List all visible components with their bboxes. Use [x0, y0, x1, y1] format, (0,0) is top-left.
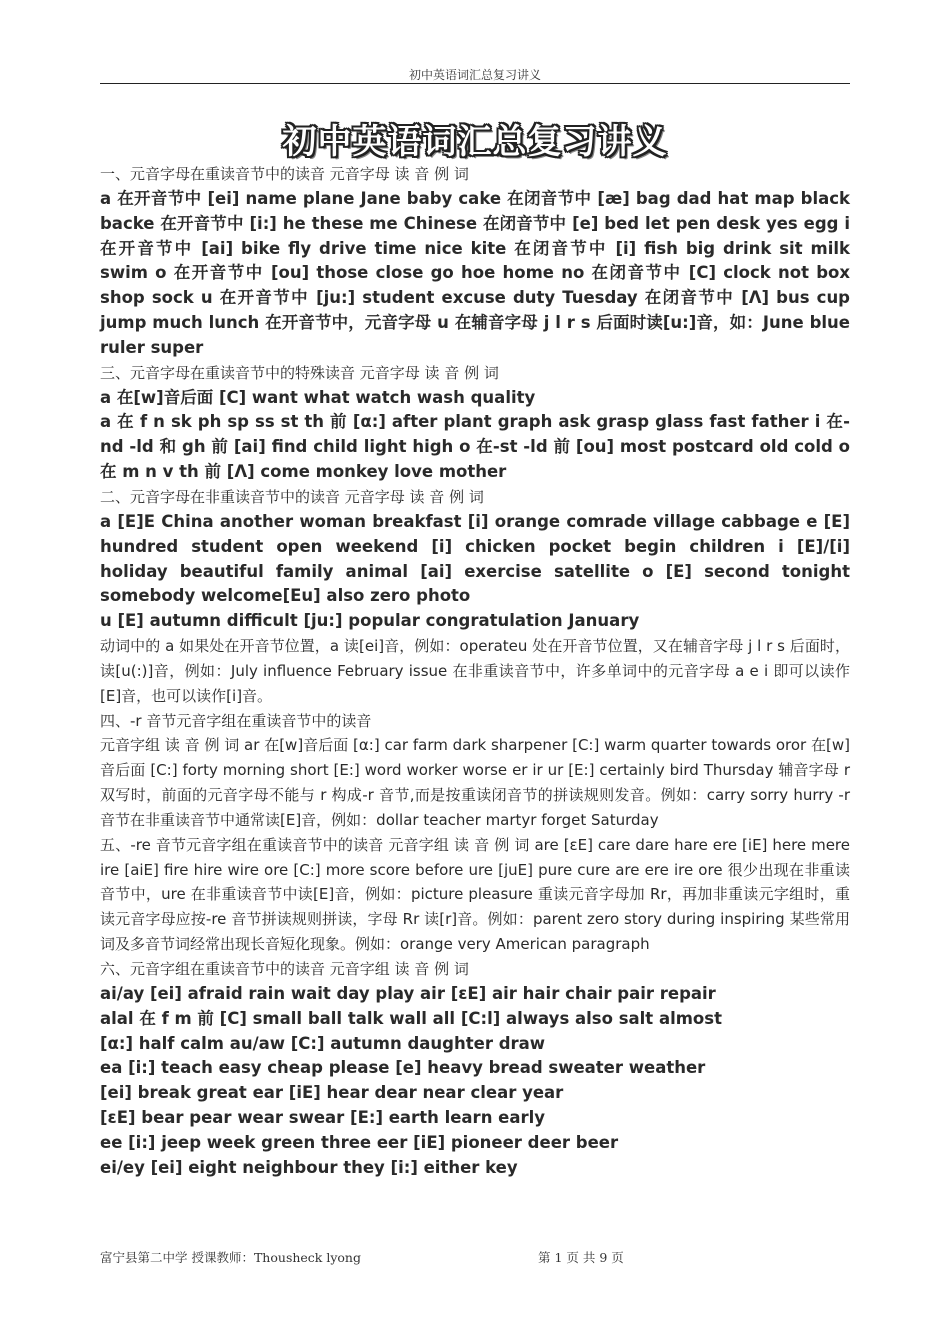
header-rule — [100, 83, 850, 84]
line-ai-ay: ai/ay [ei] afraid rain wait day play air [εE] air hair chair pair repair — [100, 983, 716, 1003]
document-title: 初中英语词汇总复习讲义 — [282, 122, 668, 162]
section-heading-4: 四、-r 音节元音字组在重读音节中的读音 — [100, 711, 372, 730]
paragraph-u-unstressed: u [E] autumn difficult [ju:] popular congratulation January — [100, 611, 640, 631]
section-heading-1: 一、元音字母在重读音节中的读音 元音字母 读 音 例 词 — [100, 165, 469, 183]
paragraph-a-after-w: a 在[w]音后面 [C] want what watch wash quality — [100, 387, 536, 407]
paragraph-vowels-stressed: a 在开音节中 [ei] name plane Jane baby cake 在闭音节中 [æ] bag dad hat map black backe 在开音节中 [i:] he these me Chinese 在闭音节中 [e] bed let pen desk yes egg i 在开音节中 [ai] bike fly drive time nice kite 在闭音节中 [i] fish big drink sit milk swim o 在开音节中 [ou] those close go hoe home no 在闭音节中 [C] clock not box shop sock u 在开音节中 [ju:] student excuse duty Tuesday 在闭音节中 [Λ] bus cup jump much lunch 在开音节中，元音字母 u 在辅音字母 j l r s 后面时读[u:]音，如：June blue ruler super — [100, 188, 850, 357]
paragraph-verb-notes: 动词中的 a 如果处在开音节位置，a 读[ei]音，例如：operateu 处在开音节位置，又在辅音字母 j l r s 后面时，读[u(:)]音，例如：July influence February issue 在非重读音节中，许多单词中的元音字母 a e i 即可以读作[E]音，也可以读作[i]音。 — [100, 637, 850, 705]
running-header: 初中英语词汇总复习讲义 — [408, 68, 541, 82]
line-ee-eer: ee [i:] jeep week green three eer [iE] pioneer deer beer — [100, 1132, 619, 1152]
paragraph-unstressed-vowels: a [E]E China another woman breakfast [i] orange comrade village cabbage e [E] hundred student open weekend [i] chicken pocket begin children i [E]/[i] holiday beautiful family animal [ai] exercise satellite o [E] second tonight somebody welcome[Eu] also zero photo — [100, 511, 850, 606]
line-ear-2: [εE] bear pear wear swear [E:] earth learn early — [100, 1108, 546, 1128]
paragraph-special-readings: a 在 f n sk ph sp ss st th 前 [α:] after plant graph ask grasp glass fast father i 在-nd -ld 和 gh 前 [ai] find child light high o 在-st -ld 前 [ou] most postcard old cold o 在 m n v th 前 [Λ] come monkey love mother — [100, 412, 850, 482]
footer-page-number: 第 1 页 共 9 页 — [538, 1250, 624, 1265]
document-body — [100, 162, 850, 1181]
line-au-aw: [α:] half calm au/aw [C:] autumn daughter draw — [100, 1033, 546, 1053]
line-ear: [ei] break great ear [iE] hear dear near clear year — [100, 1083, 564, 1103]
section-heading-2: 二、元音字母在非重读音节中的读音 元音字母 读 音 例 词 — [100, 487, 484, 506]
line-ea: ea [i:] teach easy cheap please [e] heavy bread sweater weather — [100, 1058, 706, 1078]
paragraph-re-syllables: 五、-re 音节元音字组在重读音节中的读音 元音字组 读 音 例 词 are [εE] care dare hare ere [iE] here mere ire [aiE] fire hire wire ore [C:] more score before ure [juE] pure cure are ere ire ore 很少出现在非重读音节中，ure 在非重读音节中读[E]音，例如：picture pleasure 重读元音字母加 Rr，再加非重读元字组时，重读元音字母应按-re 音节拼读规则拼读，字母 Rr 读[r]音。例如：parent zero story during inspiring 某些常用词及多音节词经常出现长音短化现象。例如：orange very American paragraph — [100, 835, 850, 954]
line-ei-ey: ei/ey [ei] eight neighbour they [i:] either key — [100, 1157, 518, 1177]
section-heading-6: 六、元音字组在重读音节中的读音 元音字组 读 音 例 词 — [100, 960, 469, 978]
section-heading-3: 三、元音字母在重读音节中的特殊读音 元音字母 读 音 例 词 — [100, 363, 499, 382]
footer-school-teacher: 富宁县第二中学 授课教师：Thousheck lyong — [100, 1250, 361, 1265]
line-al: alal 在 f m 前 [C] small ball talk wall all [C:l] always also salt almost — [100, 1008, 722, 1028]
paragraph-r-syllables: 元音字组 读 音 例 词 ar 在[w]音后面 [α:] car farm dark sharpener [C:] warm quarter towards oror 在[w]音后面 [C:] forty morning short [E:] word worker worse er ir ur [E:] certainly bird Thursday 辅音字母 r 双写时，前面的元音字母不能与 r 构成-r 音节,而是按重读闭音节的拼读规则发音。例如：carry sorry hurry -r 音节在非重读音节中通常读[E]音，例如：dollar teacher martyr forget Saturday — [100, 736, 850, 829]
